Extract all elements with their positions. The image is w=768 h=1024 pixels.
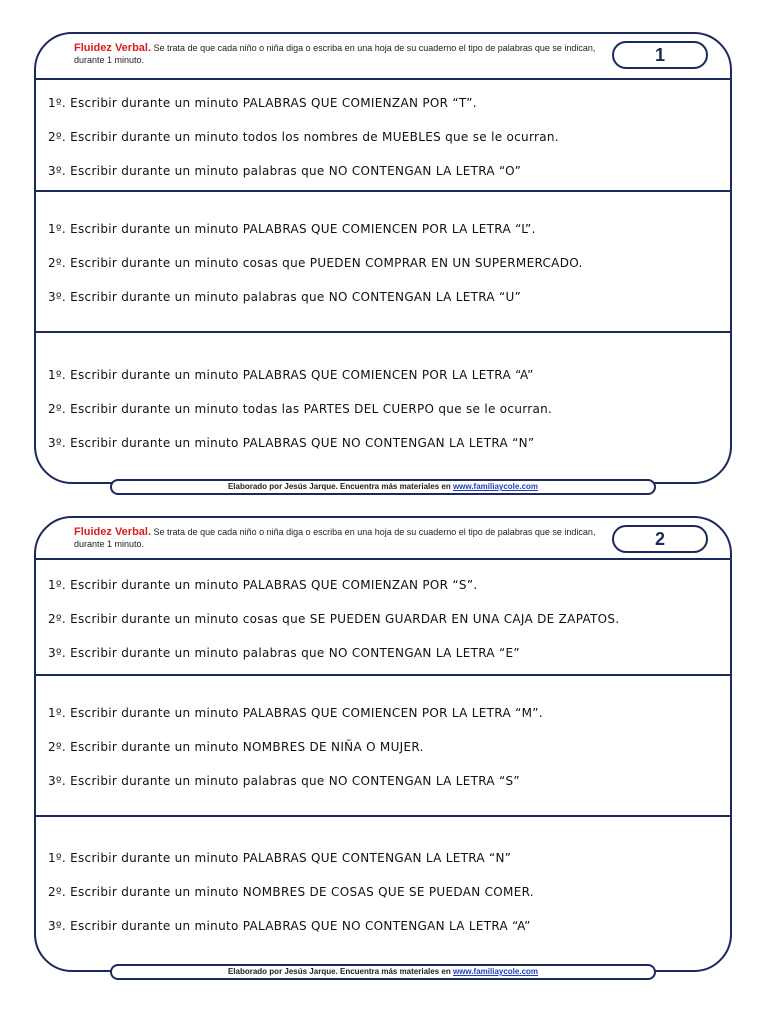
exercise-line: 1º. Escribir durante un minuto PALABRAS QUE COMIENCEN POR LA LETRA “A” — [48, 368, 534, 382]
section-divider — [36, 815, 730, 817]
footer-link[interactable]: www.familiaycole.com — [452, 482, 539, 491]
card-instructions: Se trata de que cada niño o niña diga o escriba en una hoja de su cuaderno el tipo de palabras que se indican, durante 1 minuto. — [74, 43, 596, 65]
exercise-line: 1º. Escribir durante un minuto PALABRAS QUE COMIENCEN POR LA LETRA “L”. — [48, 222, 536, 236]
exercise-line: 2º. Escribir durante un minuto todas las PARTES DEL CUERPO que se le ocurran. — [48, 402, 553, 416]
section-divider — [36, 78, 730, 80]
section-divider — [36, 190, 730, 192]
footer-credit — [110, 479, 656, 495]
exercise-line: 2º. Escribir durante un minuto cosas que PUEDEN COMPRAR EN UN SUPERMERCADO. — [48, 256, 583, 270]
exercise-line: 2º. Escribir durante un minuto NOMBRES DE NIÑA O MUJER. — [48, 740, 424, 754]
section-divider — [36, 674, 730, 676]
card-number-badge: 1 — [612, 41, 708, 69]
exercise-line: 3º. Escribir durante un minuto palabras que NO CONTENGAN LA LETRA “S” — [48, 774, 520, 788]
card-title: Fluidez Verbal. — [74, 42, 152, 54]
footer-credit — [110, 964, 656, 980]
exercise-line: 1º. Escribir durante un minuto PALABRAS QUE COMIENCEN POR LA LETRA “M”. — [48, 706, 543, 720]
exercise-line: 3º. Escribir durante un minuto PALABRAS QUE NO CONTENGAN LA LETRA “N” — [48, 436, 535, 450]
exercise-card-1 — [34, 32, 732, 491]
exercise-line: 1º. Escribir durante un minuto PALABRAS QUE CONTENGAN LA LETRA “N” — [48, 851, 512, 865]
exercise-line: 1º. Escribir durante un minuto PALABRAS QUE COMIENZAN POR “T”. — [48, 96, 477, 110]
card-number-badge: 2 — [612, 525, 708, 553]
exercise-line: 1º. Escribir durante un minuto PALABRAS QUE COMIENZAN POR “S”. — [48, 578, 478, 592]
card-header — [36, 34, 730, 78]
footer-link[interactable]: www.familiaycole.com — [452, 967, 539, 976]
section-divider — [36, 558, 730, 560]
exercise-line: 3º. Escribir durante un minuto palabras que NO CONTENGAN LA LETRA “O” — [48, 164, 522, 178]
card-title: Fluidez Verbal. — [74, 526, 152, 538]
card-description — [74, 526, 614, 550]
exercise-line: 2º. Escribir durante un minuto cosas que SE PUEDEN GUARDAR EN UNA CAJA DE ZAPATOS. — [48, 612, 620, 626]
card-description — [74, 42, 614, 66]
exercise-line: 3º. Escribir durante un minuto palabras que NO CONTENGAN LA LETRA “U” — [48, 290, 522, 304]
exercise-line: 2º. Escribir durante un minuto NOMBRES DE COSAS QUE SE PUEDAN COMER. — [48, 885, 534, 899]
exercise-card-2 — [34, 516, 732, 976]
card-instructions: Se trata de que cada niño o niña diga o escriba en una hoja de su cuaderno el tipo de palabras que se indican, durante 1 minuto. — [74, 527, 596, 549]
exercise-line: 2º. Escribir durante un minuto todos los nombres de MUEBLES que se le ocurran. — [48, 130, 559, 144]
exercise-line: 3º. Escribir durante un minuto PALABRAS QUE NO CONTENGAN LA LETRA “A” — [48, 919, 531, 933]
section-divider — [36, 331, 730, 333]
card-header — [36, 518, 730, 562]
exercise-line: 3º. Escribir durante un minuto palabras que NO CONTENGAN LA LETRA “E” — [48, 646, 520, 660]
footer-text: Elaborado por Jesús Jarque. Encuentra más materiales en — [227, 482, 451, 491]
footer-text: Elaborado por Jesús Jarque. Encuentra más materiales en — [227, 967, 451, 976]
